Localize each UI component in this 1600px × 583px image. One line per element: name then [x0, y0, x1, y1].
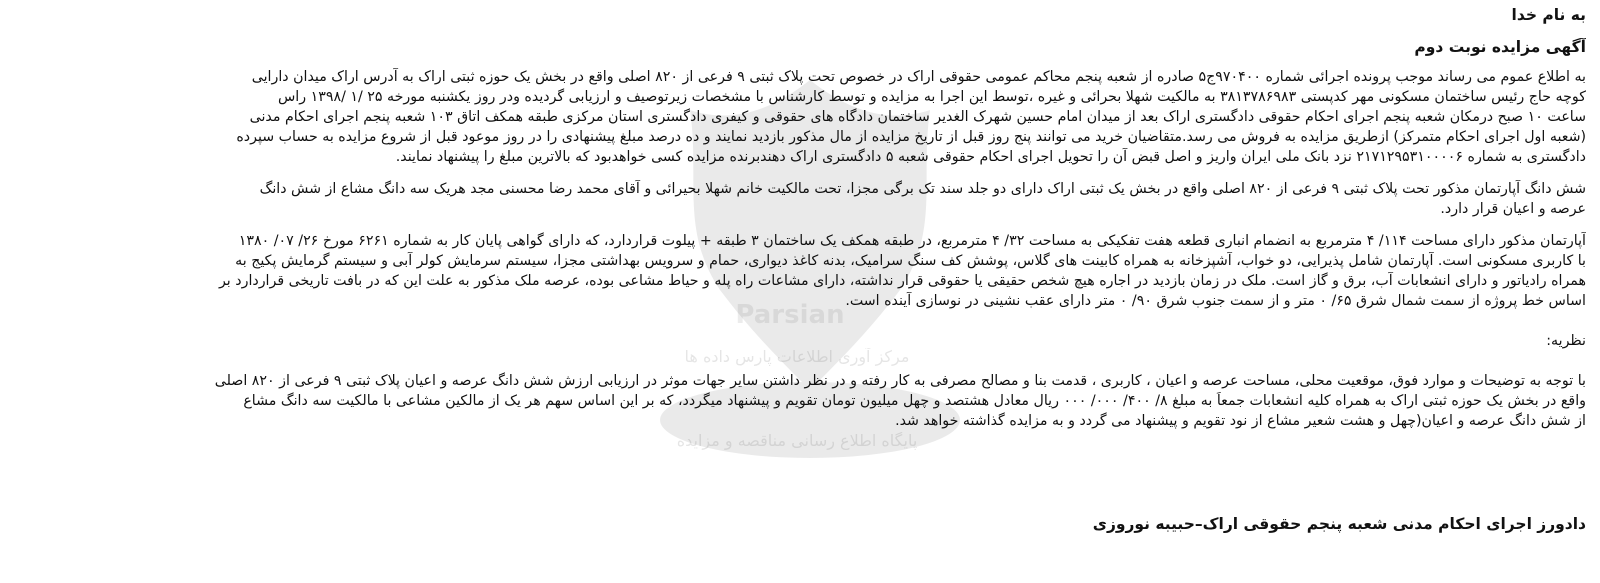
paragraph-line: از شش دانگ عرصه و اعیان(چهل و هشت شعیر مشاع از نود تقویم و پیشنهاد می گردد و به مزایده گذاشته خواهد شد. — [895, 413, 1586, 429]
paragraph-line: با کاربری مسکونی است. آپارتمان شامل پذیرایی، دو خواب، آشپزخانه به همراه کابینت های گلاس، پوشش کف سنگ سرامیک، بدنه کاغذ دیواری، حمام و سرویس بهداشتی مجزا، سیستم سرمایش کولر آبی و سیستم گرمایش پکیج به — [235, 253, 1586, 269]
paragraph-line: کوچه حاج رئیس ساختمان مسکونی مهر کدپستی ۳۸۱۳۷۸۶۹۸۳ به مالکیت شهلا بحرائی و غیره ،توسط این اجرا به مزایده و توسط کارشناس با مشخصات زیرتوصیف و ارزیابی گردیده ودر روز یکشنبه مورخه ۲۵ /۱ /۱۳۹۸ راس — [277, 89, 1586, 105]
paragraph-line: عرصه و اعیان قرار دارد. — [1440, 201, 1586, 217]
watermark-line-1: مرکز آوری اطلاعات پارس داده ها — [684, 348, 910, 366]
opinion-label: نظریه: — [1546, 333, 1586, 349]
watermark-line-2: پایگاه اطلاع رسانی مناقصه و مزایده — [676, 432, 918, 450]
paragraph-line: (شعبه اول اجرای احکام متمرکز) ازطریق مزایده به فروش می رسد.متقاضیان خرید می توانند پنج روز قبل از تاریخ مزایده از مال مذکور بازدید نمایند و ده درصد مبلغ پیشنهادی را در روز موعود قبل از شروع مزایده به حساب سپرده — [236, 129, 1586, 145]
paragraph-line: واقع در بخش یک حوزه ثبتی اراک به همراه کلیه انشعابات جمعاً به مبلغ ۸/ ۴۰۰/ ۰۰۰/ ۰۰۰ ریال معادل هشتصد و چهل میلیون تومان تقویم و پیشنهاد میگردد، که بر این اساس سهم هر یک از مالکین مشاعی با مالکیت سه دانگ مشاع — [243, 393, 1586, 409]
watermark-brand: Parsian — [735, 300, 845, 330]
paragraph-line: ساعت ۱۰ صبح درمکان شعبه پنجم اجرای احکام حقوقی دادگستری اراک بعد از میدان امام حسین شهرک الغدیر ساختمان دادگاه های حقوقی و کیفری دادگستری استان مرکزی طبقه همکف اتاق ۱۰۳ شعبه پنجم اجرای احکام مدنی — [249, 109, 1586, 125]
paragraph-line: شش دانگ آپارتمان مذکور تحت پلاک ثبتی ۹ فرعی از ۸۲۰ اصلی واقع در بخش یک ثبتی اراک دارای دو جلد سند تک برگی مجزا، تحت مالکیت خانم شهلا بحیرائی و آقای محمد رضا محسنی مجد هریک سه دانگ مشاع از شش دانگ — [259, 181, 1586, 197]
notice-title: آگهی مزایده نوبت دوم — [1414, 38, 1586, 56]
paragraph-line: به اطلاع عموم می رساند موجب پرونده اجرائی شماره ۹۷۰۴۰۰ج۵ صادره از شعبه پنجم محاکم عمومی حقوقی اراک در خصوص تحت پلاک ثبتی ۹ فرعی از ۸۲۰ اصلی واقع در بخش یک حوزه ثبتی اراک به آدرس اراک میدان دارایی — [251, 69, 1586, 85]
paragraph-line: با توجه به توضیحات و موارد فوق، موقعیت محلی، مساحت عرصه و اعیان ، کاربری ، قدمت بنا و مصالح مصرفی به کار رفته و در نظر داشتن سایر جهات موثر در ارزیابی ارزش شش دانگ عرصه و اعیان پلاک ثبتی ۹ فرعی از ۸۲۰ اصلی — [214, 373, 1586, 389]
paragraph-line: همراه رادیاتور و دارای انشعابات آب، برق و گاز است. ملک در زمان بازدید در اجاره هیچ شخص حقیقی یا حقوقی قرار نداشته، دارای مشاعات راه پله و حیاط مشاعی بوده، عرصه ملک مذکور به علت این که در بافت تاریخی قراردارد بر — [218, 273, 1586, 289]
paragraph-line: دادگستری به شماره ۲۱۷۱۲۹۵۳۱۰۰۰۰۶ نزد بانک ملی ایران واریز و اصل قبض آن را تحویل اجرای احکام حقوقی شعبه ۵ دادگستری اراک دهندبرنده مزایده کسی خواهدبود که بالاترین مبلغ را پیشنهاد نمایند. — [395, 149, 1586, 165]
signature: دادورز اجرای احکام مدنی شعبه پنجم حقوقی اراک–حبیبه نوروزی — [1092, 515, 1586, 533]
basmala: به نام خدا — [1511, 6, 1586, 24]
paragraph-line: اساس خط پروژه از سمت شمال شرق ۶۵/ ۰ متر و از سمت جنوب شرق ۹۰/ ۰ متر دارای عقب نشینی در نوسازی آینده است. — [845, 293, 1586, 309]
paragraph-line: آپارتمان مذکور دارای مساحت ۱۱۴/ ۴ مترمربع به انضمام انباری قطعه هفت تفکیکی به مساحت ۳۲/ ۴ مترمربع، در طبقه همکف یک ساختمان ۳ طبقه + پیلوت قراردارد، که دارای گواهی پایان کار به شماره ۶۲۶۱ مورخ ۲۶/ ۰۷/ ۱۳۸۰ — [238, 233, 1586, 249]
